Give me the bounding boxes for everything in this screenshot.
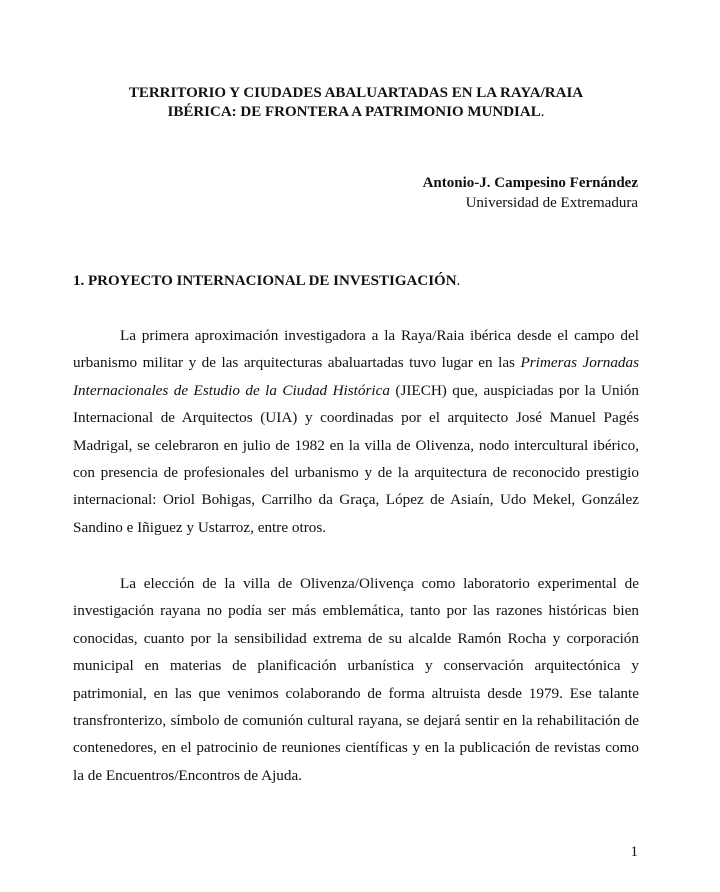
paragraph-1-part-2: (JIECH) que, auspiciadas por la Unión Internacional de Arquitectos (UIA) y coordinadas por el arquitecto José Manuel Pagés Madrigal, se celebraron en julio de 1982 en la villa de Olivenza, nodo intercultural ibérico, con presencia de profesionales del urbanismo y de la arquitectura de reconocido prestigio internacional: Oriol Bohigas, Carrilho da Graça, López de Asiaín, Udo Mekel, González Sandino e Iñiguez y Ustarroz, entre otros. [73,381,639,536]
paragraph-1-part-1: La primera aproximación investigadora a la Raya/Raia ibérica desde el campo del urbanismo militar y de las arquitecturas abaluartadas tuvo lugar en las [73,327,639,372]
title-line-2: IBÉRICA: DE FRONTERA A PATRIMONIO MUNDIAL [167,104,541,120]
author-block [423,173,638,213]
section-heading-text: 1. PROYECTO INTERNACIONAL DE INVESTIGACIÓN [73,273,457,289]
section-heading-period: . [456,273,461,289]
paragraph-2-text: La elección de la villa de Olivenza/Olivença como laboratorio experimental de investigación rayana no podía ser más emblemática, tanto por las razones históricas bien conocidas, cuanto por la sensibilidad extrema de su alcalde Ramón Rocha y corporación municipal en materias de planificación urbanística y conservación arquitectónica y patrimonial, en las que venimos colaborando de forma altruista desde 1979. Ese talante transfronterizo, símbolo de comunión cultural rayana, se dejará sentir en la rehabilitación de contenedores, en el patrocinio de reuniones científicas y en la publicación de revistas como la de Encuentros/Encontros de Ajuda. [73,575,639,784]
paragraph-2 [73,570,639,789]
section-heading [73,271,460,291]
author-name: Antonio-J. Campesino Fernández [422,175,638,191]
author-affiliation: Universidad de Extremadura [465,195,638,211]
document-title [73,84,639,122]
page-number: 1 [630,844,638,860]
title-line-1: TERRITORIO Y CIUDADES ABALUARTADAS EN LA RAYA/RAIA [128,85,584,101]
title-period: . [540,104,545,120]
paragraph-1 [73,322,639,541]
paragraph-1-italic-event-name: Primeras Jornadas Internacionales de Estudio de la Ciudad Histórica [73,354,640,399]
